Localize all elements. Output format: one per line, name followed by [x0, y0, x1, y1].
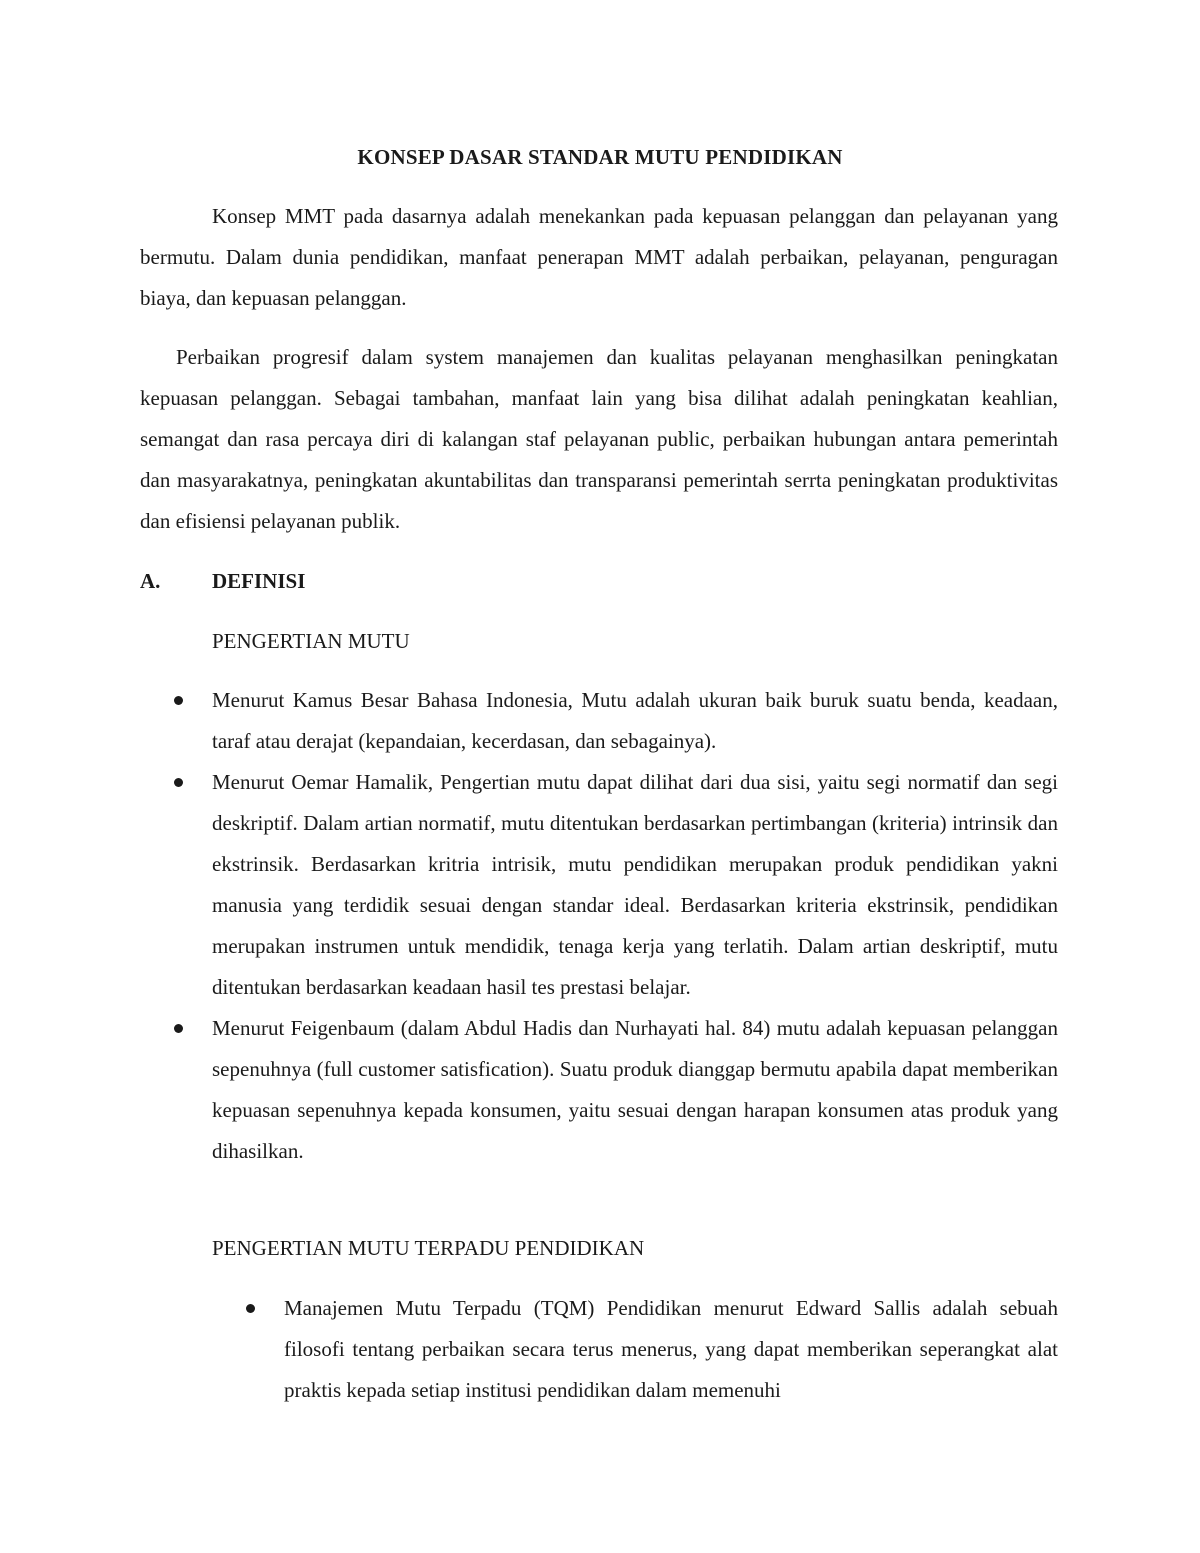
bullet-list-pengertian-mutu	[140, 680, 1058, 1172]
subheading-pengertian-mutu-terpadu: PENGERTIAN MUTU TERPADU PENDIDIKAN	[212, 1236, 645, 1260]
paragraph-2-text: Perbaikan progresif dalam system manajemen dan kualitas pelayanan menghasilkan peningkatan kepuasan pelanggan. Sebagai tambahan, manfaat lain yang bisa dilihat adalah peningkatan keahlian, semangat dan rasa percaya diri di kalangan staf pelayanan public, perbaikan hubungan antara pemerintah dan masyarakatnya, peningkatan akuntabilitas dan transparansi pemerintah serrta peningkatan produktivitas dan efisiensi pelayanan publik.	[140, 345, 1058, 533]
subheading-pengertian-mutu: PENGERTIAN MUTU	[212, 629, 410, 653]
section-a-number: A.	[140, 569, 161, 593]
list-item-text: Manajemen Mutu Terpadu (TQM) Pendidikan menurut Edward Sallis adalah sebuah filosofi tentang perbaikan secara terus menerus, yang dapat memberikan seperangkat alat praktis kepada setiap institusi pendidikan dalam memenuhi	[284, 1296, 1058, 1402]
paragraph-2	[140, 337, 1058, 542]
list-item-text: Menurut Kamus Besar Bahasa Indonesia, Mutu adalah ukuran baik buruk suatu benda, keadaan, taraf atau derajat (kepandaian, kecerdasan, dan sebagainya).	[212, 688, 1058, 753]
section-a-title: DEFINISI	[212, 569, 306, 593]
bullet-icon	[174, 696, 183, 705]
list-item-text: Menurut Oemar Hamalik, Pengertian mutu dapat dilihat dari dua sisi, yaitu segi normatif dan segi deskriptif. Dalam artian normatif, mutu ditentukan berdasarkan pertimbangan (kriteria) intrinsik dan ekstrinsik. Berdasarkan kritria intrisik, mutu pendidikan merupakan produk pendidikan yakni manusia yang terdidik sesuai dengan standar ideal. Berdasarkan kriteria ekstrinsik, pendidikan merupakan instrumen untuk mendidik, tenaga kerja yang terlatih. Dalam artian deskriptif, mutu ditentukan berdasarkan keadaan hasil tes prestasi belajar.	[212, 770, 1058, 999]
bullet-icon	[174, 1024, 183, 1033]
list-item	[140, 762, 1058, 1008]
bullet-list-mutu-terpadu	[212, 1288, 1058, 1411]
paragraph-1-text: Konsep MMT pada dasarnya adalah menekankan pada kepuasan pelanggan dan pelayanan yang bermutu. Dalam dunia pendidikan, manfaat penerapan MMT adalah perbaikan, pelayanan, penguragan biaya, dan kepuasan pelanggan.	[140, 204, 1058, 310]
document-title: KONSEP DASAR STANDAR MUTU PENDIDIKAN	[357, 145, 843, 169]
bullet-icon	[246, 1304, 255, 1313]
list-item	[140, 680, 1058, 762]
bullet-icon	[174, 778, 183, 787]
list-item-text: Menurut Feigenbaum (dalam Abdul Hadis dan Nurhayati hal. 84) mutu adalah kepuasan pelanggan sepenuhnya (full customer satisfication). Suatu produk dianggap bermutu apabila dapat memberikan kepuasan sepenuhnya kepada konsumen, yaitu sesuai dengan harapan konsumen atas produk yang dihasilkan.	[212, 1016, 1058, 1163]
list-item	[212, 1288, 1058, 1411]
paragraph-1	[140, 196, 1058, 319]
section-a-heading	[140, 566, 305, 596]
list-item	[140, 1008, 1058, 1172]
